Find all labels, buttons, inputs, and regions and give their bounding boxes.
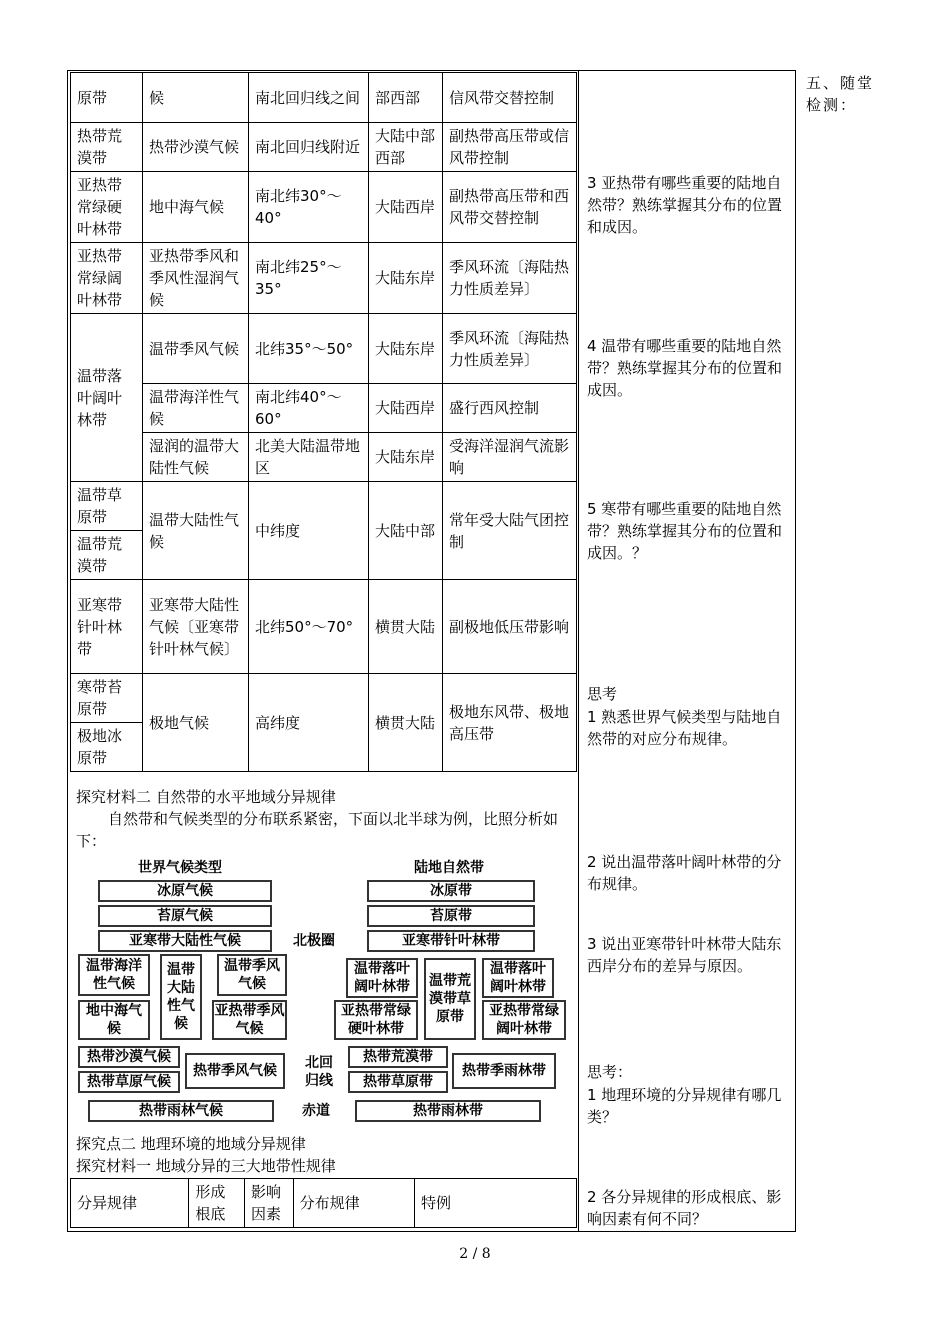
cell-latitude: 北纬35°～50° [249, 314, 369, 384]
frame-top-border [67, 70, 796, 71]
table-row [71, 482, 577, 531]
frame-mid-border [578, 70, 579, 1232]
box-tropical-savanna-band: 热带草原带 [348, 1071, 448, 1093]
table-row [71, 243, 577, 314]
think1-question-2: 2 说出温带落叶阔叶林带的分布规律。 [587, 853, 782, 893]
question-3: 3 亚热带有哪些重要的陆地自然带？熟练掌握其分布的位置和成因。 [587, 174, 783, 236]
table-row [71, 172, 577, 243]
table-row [71, 73, 577, 123]
box-temperate-maritime: 温带海洋性气候 [78, 954, 150, 996]
climate-zone-table [70, 72, 577, 772]
table-row [71, 674, 577, 723]
cell-latitude: 中纬度 [249, 482, 369, 580]
frame-bottom-border [67, 1231, 796, 1232]
box-tropical-monsoon-climate: 热带季风气候 [185, 1053, 285, 1089]
point2-title: 探究点二 地理环境的地域分异规律 [76, 1135, 306, 1153]
cell-climate: 极地气候 [143, 674, 249, 772]
cell-cause: 受海洋湿润气流影响 [443, 433, 577, 482]
cell-climate: 温带海洋性气候 [143, 384, 249, 433]
cell-position: 大陆东岸 [369, 433, 443, 482]
think2-title: 思考： [587, 1063, 633, 1081]
cell-cause: 常年受大陆气团控制 [443, 482, 577, 580]
label-equator: 赤道 [302, 1103, 330, 1119]
think2-question-1: 1 地理环境的分异规律有哪几类？ [587, 1086, 782, 1126]
box-tundra-band: 苔原带 [367, 905, 535, 927]
cell-cause: 副极地低压带影响 [443, 580, 577, 674]
box-temperate-monsoon: 温带季风气候 [217, 954, 287, 996]
material2-title: 探究材料二 自然带的水平地域分异规律 [76, 788, 336, 806]
cell-position: 大陆中部 [369, 482, 443, 580]
box-tundra-climate: 苔原气候 [98, 905, 272, 927]
box-tropical-rainforest-climate: 热带雨林气候 [88, 1100, 274, 1122]
cell-position: 部西部 [369, 73, 443, 123]
cell-climate: 地中海气候 [143, 172, 249, 243]
cell-climate: 亚热带季风和季风性湿润气候 [143, 243, 249, 314]
cell-band: 温带荒漠带 [71, 531, 143, 580]
cell-position: 大陆西岸 [369, 384, 443, 433]
cell-climate: 亚寒带大陆性气候〔亚寒带针叶林气候〕 [143, 580, 249, 674]
think1-question-3: 3 说出亚寒带针叶林带大陆东西岸分布的差异与原因。 [587, 935, 782, 975]
box-ice-climate: 冰原气候 [98, 880, 272, 902]
think1-question-1: 1 熟悉世界气候类型与陆地自然带的对应分布规律。 [587, 708, 782, 748]
header-law: 分异规律 [71, 1179, 189, 1228]
material1-title: 探究材料一 地域分异的三大地带性规律 [76, 1157, 336, 1175]
box-temperate-continental: 温带大陆性气候 [160, 954, 202, 1040]
cell-position: 大陆东岸 [369, 243, 443, 314]
cell-climate: 热带沙漠气候 [143, 123, 249, 172]
box-tropical-desert-climate: 热带沙漠气候 [78, 1046, 180, 1068]
cell-position: 大陆中部西部 [369, 123, 443, 172]
cell-position: 横贯大陆 [369, 674, 443, 772]
cell-cause: 副热带高压带或信风带控制 [443, 123, 577, 172]
table-row [71, 314, 577, 384]
cell-latitude: 南北纬25°～35° [249, 243, 369, 314]
cell-band: 寒带苔原带 [71, 674, 143, 723]
side-note: 五、随堂检测： [806, 74, 875, 114]
question-5: 5 寒带有哪些重要的陆地自然带？熟练掌握其分布的位置和成因。？ [587, 500, 783, 562]
cell-cause: 季风环流〔海陆热力性质差异〕 [443, 314, 577, 384]
header-basis: 形成根底 [189, 1179, 245, 1228]
cell-latitude: 南北纬30°～40° [249, 172, 369, 243]
cell-climate: 湿润的温带大陆性气候 [143, 433, 249, 482]
cell-position: 横贯大陆 [369, 580, 443, 674]
cell-band: 极地冰原带 [71, 723, 143, 772]
cell-latitude: 南北回归线之间 [249, 73, 369, 123]
cell-climate: 温带大陆性气候 [143, 482, 249, 580]
think2-question-2: 2 各分异规律的形成根底、影响因素有何不同？ [587, 1188, 782, 1228]
cell-band: 亚热带常绿阔叶林带 [71, 243, 143, 314]
cell-band: 亚寒带针叶林带 [71, 580, 143, 674]
cell-cause: 信风带交替控制 [443, 73, 577, 123]
think1-title: 思考 [587, 685, 618, 703]
table-row [71, 384, 577, 433]
cell-climate: 候 [143, 73, 249, 123]
question-4: 4 温带有哪些重要的陆地自然带？熟练掌握其分布的位置和成因。 [587, 337, 783, 399]
header-factor: 影响因素 [245, 1179, 294, 1228]
material2-text: 自然带和气候类型的分布联系紧密，下面以北半球为例，比照分析如下： [76, 810, 559, 850]
cell-latitude: 南北纬40°～60° [249, 384, 369, 433]
cell-climate: 温带季风气候 [143, 314, 249, 384]
cell-cause: 副热带高压带和西风带交替控制 [443, 172, 577, 243]
cell-position: 大陆东岸 [369, 314, 443, 384]
box-subtropical-monsoon: 亚热带季风气候 [212, 1000, 287, 1040]
box-tropical-rainforest-band: 热带雨林带 [355, 1100, 541, 1122]
cell-latitude: 高纬度 [249, 674, 369, 772]
box-temperate-deciduous-east: 温带落叶阔叶林带 [482, 958, 554, 998]
box-ice-band: 冰原带 [367, 880, 535, 902]
table-header-row [71, 1179, 577, 1228]
table-row [71, 433, 577, 482]
box-subtropical-broadleaf: 亚热带常绿阔叶林带 [482, 1000, 566, 1040]
label-tropic-of-cancer: 北回归线 [305, 1055, 333, 1089]
box-taiga-band: 亚寒带针叶林带 [367, 930, 535, 952]
box-tropical-desert-band: 热带荒漠带 [348, 1046, 448, 1068]
table-row [71, 123, 577, 172]
zonal-law-table [70, 1178, 577, 1228]
cell-cause: 极地东风带、极地高压带 [443, 674, 577, 772]
cell-band: 温带落叶阔叶林带 [71, 314, 143, 482]
box-temperate-deciduous-west: 温带落叶阔叶林带 [346, 958, 418, 998]
box-temperate-steppe-desert: 温带荒漠带草原带 [424, 958, 476, 1040]
box-subarctic-climate: 亚寒带大陆性气候 [98, 930, 272, 952]
cell-cause: 季风环流〔海陆热力性质差异〕 [443, 243, 577, 314]
frame-right-border [795, 70, 796, 1232]
cell-band: 温带草原带 [71, 482, 143, 531]
cell-position: 大陆西岸 [369, 172, 443, 243]
cell-latitude: 北纬50°～70° [249, 580, 369, 674]
cell-band: 原带 [71, 73, 143, 123]
diagram-right-title: 陆地自然带 [414, 860, 484, 876]
diagram-left-title: 世界气候类型 [138, 860, 222, 876]
header-distribution: 分布规律 [293, 1179, 414, 1228]
box-subtropical-sclerophyll: 亚热带常绿硬叶林带 [334, 1000, 418, 1040]
cell-band: 亚热带常绿硬叶林带 [71, 172, 143, 243]
label-arctic-circle: 北极圈 [293, 933, 335, 949]
page-number: 2 / 8 [459, 1246, 491, 1262]
cell-latitude: 南北回归线附近 [249, 123, 369, 172]
box-mediterranean: 地中海气候 [78, 1000, 150, 1040]
cell-band: 热带荒漠带 [71, 123, 143, 172]
cell-latitude: 北美大陆温带地区 [249, 433, 369, 482]
table-row [71, 580, 577, 674]
cell-cause: 盛行西风控制 [443, 384, 577, 433]
header-exception: 特例 [415, 1179, 577, 1228]
frame-left-border [67, 70, 68, 1232]
box-tropical-monsoon-forest: 热带季雨林带 [452, 1053, 556, 1089]
box-tropical-savanna-climate: 热带草原气候 [78, 1071, 180, 1093]
